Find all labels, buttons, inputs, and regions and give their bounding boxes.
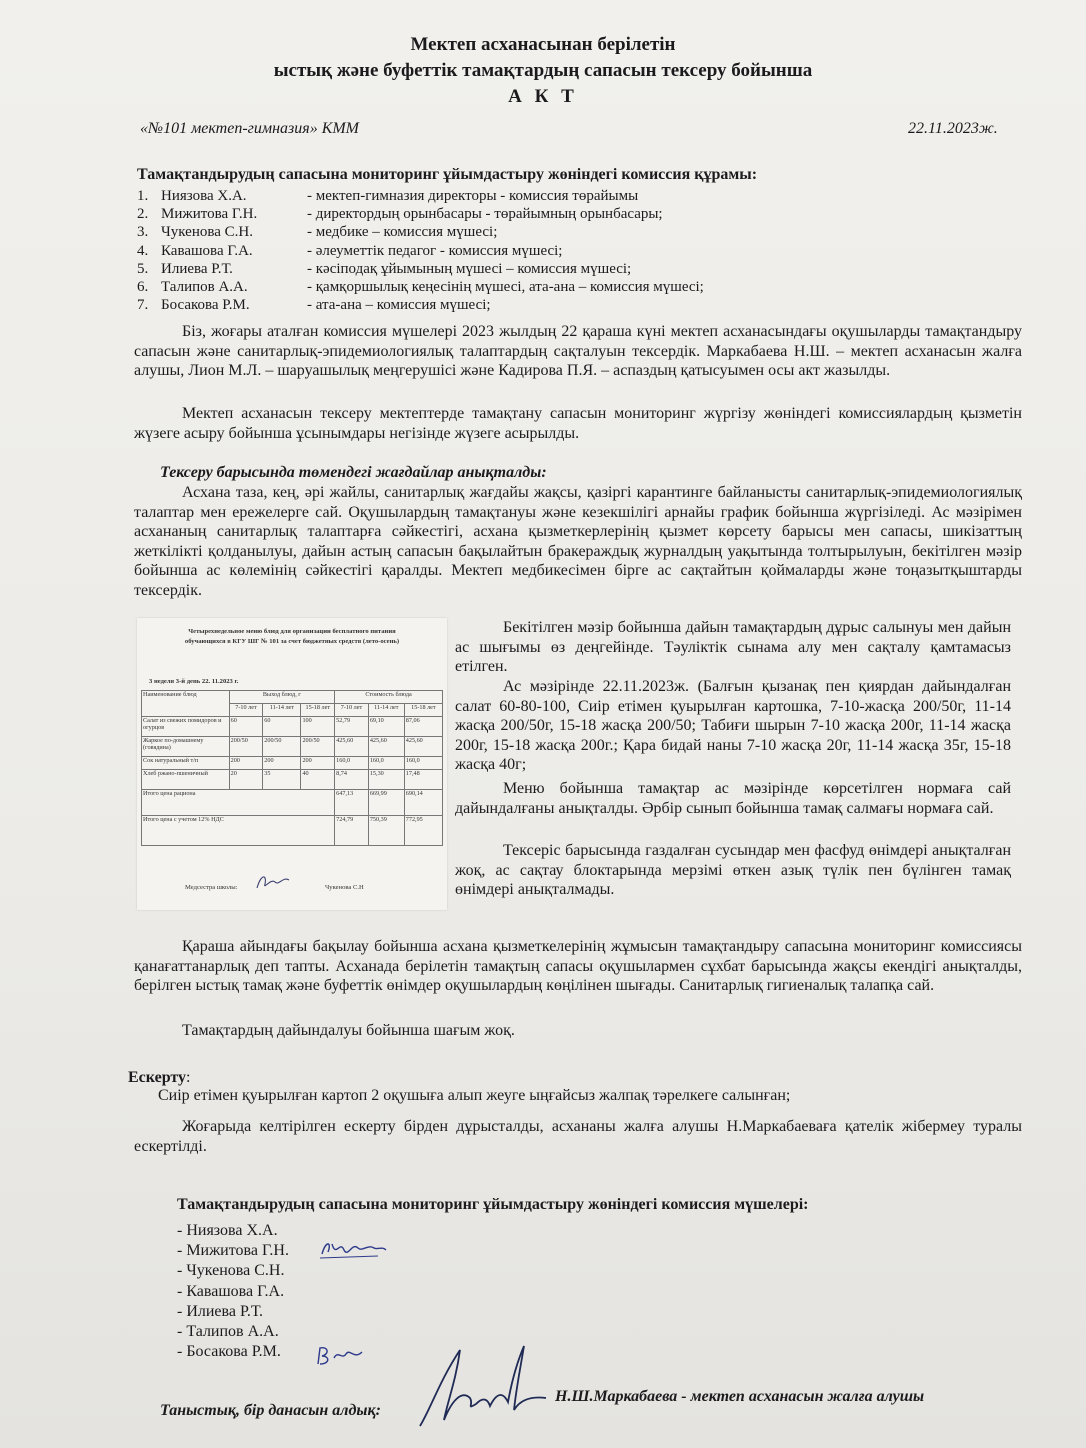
member-role: - директордың орынбасары - төрайымның орынбасары; (307, 206, 663, 223)
signer-item: - Кавашова Г.А. (177, 1282, 285, 1300)
nurse-signature-icon (253, 870, 293, 894)
table-row: Итого цена с учетом 12% НДС 724,79 750,39 772,95 (142, 816, 443, 846)
commission-heading: Тамақтандырудың сапасына мониторинг ұйымдастыру жөніндегі комиссия құрамы: (137, 166, 758, 183)
menu-nurse-name: Чукенова С.Н (325, 884, 364, 891)
signers-list (177, 1222, 289, 1363)
menu-heading-1: Четырехнедельное меню блюд для организации бесплатного питания (188, 628, 396, 635)
doc-title-act: А К Т (508, 86, 578, 107)
signer-item: - Талипов А.А. (177, 1322, 279, 1340)
member-role: - мектеп-гимназия директоры - комиссия төрайымы (307, 188, 639, 204)
mizhitova-signature-icon (318, 1238, 388, 1264)
note-text: Сиір етімен қуырылған картоп 2 оқушыға алып жеуге ыңғайсыз жалпақ тәрелкеге салынған; (158, 1087, 791, 1104)
paragraph-inspection: Тексеріс барысында газдалған сусындар мен фасфуд өнімдері анықталған жоқ, ас сақтау блоктарында мерзімі өткен азық түлік пен бүлінген тамақ өнімдері анықталмады. (455, 842, 1011, 898)
signer-item: - Чукенова С.Н. (177, 1262, 285, 1280)
document-page: Мектеп асханасынан берілетін ыстық және буфеттік тамақтардың сапасын тексеру бойынша А К Т «№101 мектеп-гимназия» КММ 22.11.2023ж. Тамақтандырудың сапасына мониторинг ұйымдастыру жөніндегі комиссия құрамы: 1. Ниязова Х.А. - мектеп-гимназия директоры - комиссия төрайымы 2. Мижитова Г.Н. - директордың орынбасары - төрайымның орынбасары; 3. Чукенова С.Н. - медбике – комиссия мүшесі; 4. Кавашова Г.А. - әлеуметтік педагог - комиссия мүшесі; 5. Илиева Р.Т. - кәсіподақ ұйымының мүшесі – комиссия мүшесі; 6. Талипов А.А. - қамқоршылық кеңесінің мүшесі, ата-ана – комиссия мүшесі; 7. Босакова Р.М. - ата-ана – комиссия мүшесі; Біз, жоғары аталған комиссия мүшелері 2023 жылдың 22 қараша күні мектеп асханасындағы оқушыларды тамақтандыру сапасын және санитарлық-эпидемиологиялық талаптардың сақталуын тексердік. Маркабаева Н.Ш. – мектеп асханасын жалға алушы, Лион М.Л. – шаруашылық меңгерушісі және Кадирова П.Я. – аспаздың қатысуымен осы акт жазылды. Мектеп асханасын тексеру мектептерде тамақтану сапасын мониторинг жүргізу жөніндегі комиссиялардың қызметін жүзеге асыру бойынша ұсынымдары негізінде жүзеге асырылды. Тексеру барысында төмендегі жағдайлар анықталды: Асхана таза, кең, әрі жайлы, санитарлық жағдайы жақсы, қазіргі карантинге байланысты санитарлық-эпидемиологиялық талаптар мен ережелерге сай. Оқушылардың тамақтануы және кезекшілігі арнайы график бойынша жүргізіледі. Ас мәзірімен асхананың санитарлық талаптарға сәйкестігі, асхана қызметкерлерінің қызмет көрсету барысы мен сапасы, шикізаттың жеткілікті қолданылуы, дайын астың сапасын бақылайтын бракераждық журналдың уақытында толтырылуын, бекітілген мәзір бойынша ас көлемінің сәйкестігі қаралды. Мектеп медбикесімен бірге ас сақтайтын қоймаларды және тоңазытқыштарды тексердік. Четырехнедельное меню блюд для организации бесплатного питания обучающихся в КГУ ШГ № 101 за счет бюджетных средств (лето-осень) 3 неделя 3-й день 22. 11.2023 г. Наименование блюд Выход блюд, г Стоимость блюда 7-10 лет 11-14 лет 15-18 лет 7-10 лет 11-14 лет 15-18 лет Салат из свежих помидоров и огурцов 60 60 100 52,79 69,10 87,06 Жаркое по-домашнему (говядина) 200/50 200/50 200/50 425,60 425,60 425,60 Сок натуральный т/п 200 200 200 160,0 160,0 160,0 Хлеб ржано-пшеничный 20 35 40 8,74 15,30 17,48 Итого цена рациона 647,13 669,99 690,14 Итого цена с учетом 12% НДС 724,79 750,39 772,95 Медсестра школы: Чукенова С.Н Бекітілген мәзір бойынша дайын тамақтардың дұрыс салынуы мен дайын ас шығымы өз деңгейінде. Тәуліктік сынама алу мен сақталу қамтамасыз етілген. Ас мәзірінде 22.11.2023ж. (Балғын қызанақ пен қиярдан дайындалған салат 60-80-100, Сиір етімен қуырылған картошка, 7-10-жасқа 200/50г, 11-14 жасқа 200/50г, 15-18 жасқа 200/50; Табиғи шырын 7-10 жасқа 200г, 11-14 жасқа 200г, 15-18 жасқа 200г.; Қара бидай наны 7-10 жасқа 20г, 11-14 жасқа 35г, 15-18 жасқа 40г; Меню бойынша тамақтар ас мәзірінде көрсетілген нормаға сай дайындалғаны анықталды. Әрбір сынып бойынша тамақ салмағы нормаға сай. Тексеріс барысында газдалған сусындар мен фасфуд өнімдері анықталған жоқ, ас сақтау блоктарында мерзімі өткен азық түлік пен бүлінген тамақ өнімдері анықталмады. Қараша айындағы бақылау бойынша асхана қызметкелерінің жұмысын тамақтандыру сапасына мониторинг комиссиясы қанағаттанарлық деп тапты. Асханада берілетін тамақтың сапасы оқушылармен сұхбат барысында жақсы екендігі анықталды, берілген ыстық тамақ және буфеттік өнімдер оқушылардың көңілінен шығады. Санитарлық гигиеналық талапқа сай. Тамақтардың дайындалуы бойынша шағым жоқ. Ескерту: Сиір етімен қуырылған картоп 2 оқушыға алып жеуге ыңғайсыз жалпақ тәрелкеге салынған; Жоғарыда келтірілген ескерту бірден дұрысталды, асхананы жалға алушы Н.Маркабаеваға қателік жібермеу туралы ескертілді. Тамақтандырудың сапасына мониторинг ұйымдастыру жөніндегі комиссия мүшелері: - Ниязова Х.А. - Мижитова Г.Н. - Чукенова С.Н. - Кавашова Г.А. - Илиева Р.Т. - Талипов А.А. - Босакова Р.М. Таныстық, бір данасын алдық: Н.Ш.Маркабаева - мектеп асханасын жалға алушы (0, 0, 1086, 1448)
signer-item: - Босакова Р.М. (177, 1343, 281, 1361)
signers-heading: Тамақтандырудың сапасына мониторинг ұйымдастыру жөніндегі комиссия мүшелері: (177, 1196, 809, 1213)
note-label-line: Ескерту: (128, 1069, 191, 1086)
member-name: Босакова Р.М. (161, 297, 250, 314)
paragraph-no-complaints: Тамақтардың дайындалуы бойынша шағым жоқ. (182, 1022, 515, 1039)
tenant-name: Н.Ш.Маркабаева - мектеп асханасын жалға алушы (555, 1388, 925, 1405)
member-name: Илиева Р.Т. (161, 260, 233, 277)
organization-name: «№101 мектеп-гимназия» КММ (140, 120, 360, 137)
member-name: Ниязова Х.А. (161, 188, 247, 204)
paragraph-findings: Асхана таза, кең, әрі жайлы, санитарлық жағдайы жақсы, қазіргі карантинге байланысты санитарлық-эпидемиологиялық талаптар мен ережелерге сай. Оқушылардың тамақтануы және кезекшілігі арнайы график бойынша жүргізіледі. Ас мәзірімен асхананың санитарлық талаптарға сәйкестігі, асхана қызметкерлерінің қызмет көрсету барысы мен сапасы, шикізаттың жеткілікті қолданылуы, дайын астың сапасын бақылайтын бракераждық журналдың уақытында толтырылуын, бекітілген мәзір бойынша ас көлемінің сәйкестігі қаралды. Мектеп медбикесімен бірге ас сақтайтын қоймаларды және тоңазытқыштарды тексердік. (134, 484, 1022, 599)
member-role: - қамқоршылық кеңесінің мүшесі, ата-ана – комиссия мүшесі; (307, 278, 704, 295)
paragraph-menu-check: Бекітілген мәзір бойынша дайын тамақтардың дұрыс салынуы мен дайын ас шығымы өз деңгейінде. Тәуліктік сынама алу мен сақталу қамтамасыз етілген. (455, 619, 1011, 675)
markabaeva-signature-icon (400, 1340, 550, 1435)
paragraph-menu-details: Ас мәзірінде 22.11.2023ж. (Балғын қызанақ пен қиярдан дайындалған салат 60-80-100, Сиір етімен қуырылған картошка, 7-10-жасқа 200/50г, 11-14 жасқа 200/50г, 15-18 жасқа 200/50; Табиғи шырын 7-10 жасқа 200г, 11-14 жасқа 200г, 15-18 жасқа 200г.; Қара бидай наны 7-10 жасқа 20г, 11-14 жасқа 35г, 15-18 жасқа 40г; (455, 678, 1011, 773)
member-role: - медбике – комиссия мүшесі; (307, 224, 498, 241)
member-name: Кавашова Г.А. (161, 242, 253, 259)
member-role: - әлеуметтік педагог - комиссия мүшесі; (307, 242, 563, 259)
menu-photo (137, 618, 447, 910)
paragraph-intro: Біз, жоғары аталған комиссия мүшелері 2023 жылдың 22 қараша күні мектеп асханасындағы оқушыларды тамақтандыру сапасын және санитарлық-эпидемиологиялық талаптардың сақталуын тексердік. Маркабаева Н.Ш. – мектеп асханасын жалға алушы, Лион М.Л. – шаруашылық меңгерушісі және Кадирова П.Я. – аспаздың қатысуымен осы акт жазылды. (134, 323, 1022, 379)
member-name: Талипов А.А. (161, 278, 248, 295)
findings-heading: Тексеру барысында төмендегі жағдайлар анықталды: (160, 464, 547, 481)
menu-week-label: 3 неделя 3-й день 22. 11.2023 г. (149, 678, 239, 685)
member-name: Мижитова Г.Н. (161, 206, 258, 223)
doc-title-line2: ыстық және буфеттік тамақтардың сапасын тексеру бойынша (273, 60, 813, 81)
member-role: - ата-ана – комиссия мүшесі; (307, 297, 491, 314)
member-name: Чукенова С.Н. (161, 224, 253, 241)
bosakova-signature-icon (312, 1344, 368, 1368)
menu-table (141, 690, 443, 846)
table-row: Хлеб ржано-пшеничный 20 35 40 8,74 15,30 17,48 (142, 770, 443, 790)
menu-heading-2: обучающихся в КГУ ШГ № 101 за счет бюджетных средств (лето-осень) (184, 638, 400, 645)
table-row: Жаркое по-домашнему (говядина) 200/50 200/50 200/50 425,60 425,60 425,60 (142, 737, 443, 757)
paragraph-basis: Мектеп асханасын тексеру мектептерде тамақтану сапасын мониторинг жүргізу жөніндегі комиссиялардың қызметін жүзеге асыру бойынша ұсынымдары негізінде жүзеге асырылды. (134, 405, 1022, 442)
table-row: Салат из свежих помидоров и огурцов 60 60 100 52,79 69,10 87,06 (142, 717, 443, 737)
paragraph-corrected: Жоғарыда келтірілген ескерту бірден дұрысталды, асхананы жалға алушы Н.Маркабаеваға қателік жібермеу туралы ескертілді. (134, 1118, 1022, 1155)
acknowledgement-label: Таныстық, бір данасын алдық: (160, 1402, 381, 1419)
signer-item: - Ниязова Х.А. (177, 1222, 278, 1239)
member-role: - кәсіподақ ұйымының мүшесі – комиссия мүшесі; (307, 260, 632, 277)
doc-title-line1: Мектеп асханасынан берілетін (410, 34, 676, 55)
table-row: 7-10 лет 11-14 лет 15-18 лет 7-10 лет 11-14 лет 15-18 лет (142, 704, 443, 717)
table-row: Итого цена рациона 647,13 669,99 690,14 (142, 790, 443, 816)
signer-item: - Мижитова Г.Н. (177, 1242, 289, 1260)
signer-item: - Илиева Р.Т. (177, 1302, 264, 1320)
paragraph-conclusion: Қараша айындағы бақылау бойынша асхана қызметкелерінің жұмысын тамақтандыру сапасына мониторинг комиссиясы қанағаттанарлық деп тапты. Асханада берілетін тамақтың сапасы оқушылармен сұхбат барысында жақсы екендігі анықталды, берілген ыстық тамақ және буфеттік өнімдер оқушылардың көңілінен шығады. Санитарлық гигиеналық талапқа сай. (134, 938, 1022, 994)
menu-nurse-label: Медсестра школы: (185, 884, 238, 891)
document-date: 22.11.2023ж. (908, 120, 998, 137)
table-row: Сок натуральный т/п 200 200 200 160,0 160,0 160,0 (142, 757, 443, 770)
paragraph-norms: Меню бойынша тамақтар ас мәзірінде көрсетілген нормаға сай дайындалғаны анықталды. Әрбір сынып бойынша тамақ салмағы нормаға сай. (455, 780, 1011, 817)
note-label: Ескерту (128, 1069, 187, 1086)
table-row: Наименование блюд Выход блюд, г Стоимость блюда (142, 691, 443, 704)
